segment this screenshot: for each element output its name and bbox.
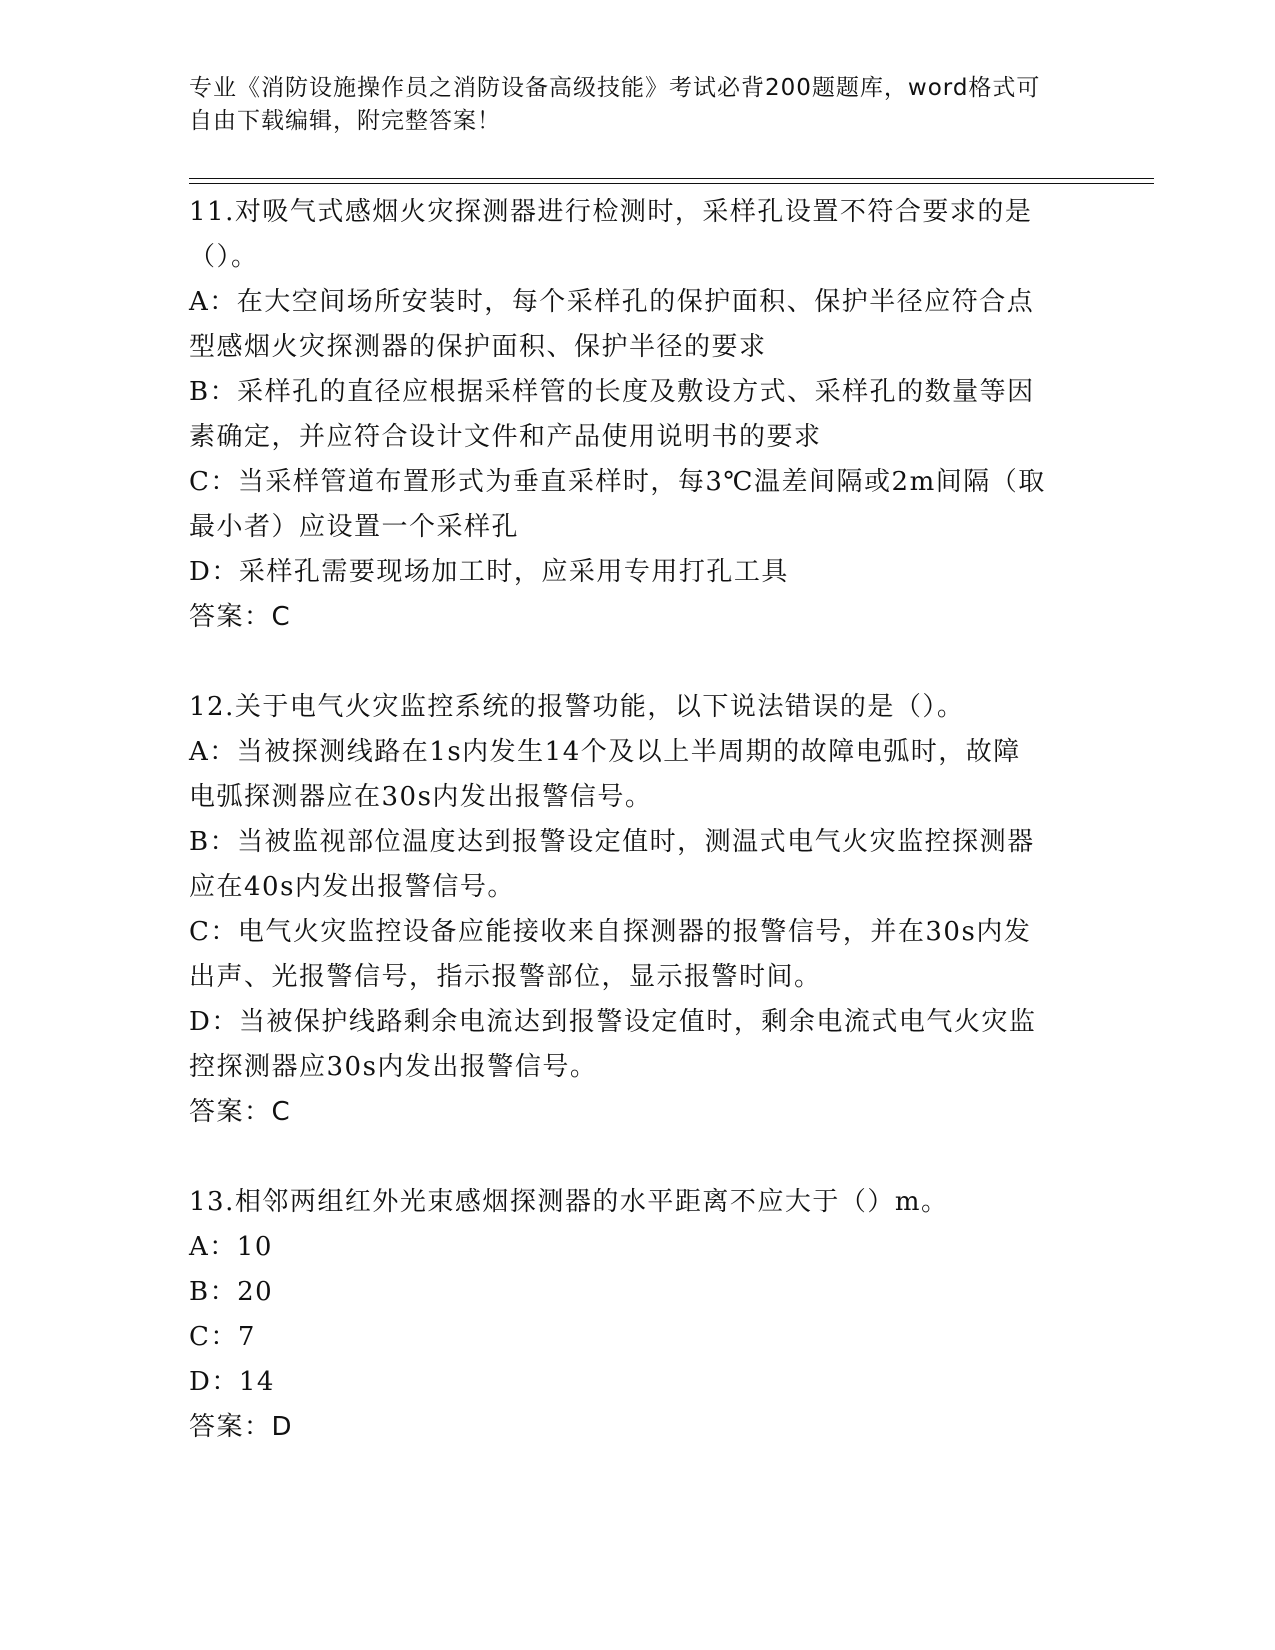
question-13 bbox=[189, 1180, 1089, 1450]
option-b-line: 应在40s内发出报警信号。 bbox=[189, 872, 515, 902]
option-d-line: D：当被保护线路剩余电流达到报警设定值时，剩余电流式电气火灾监 bbox=[189, 1007, 1037, 1037]
option-a-line: A：10 bbox=[189, 1232, 273, 1262]
option-d-line: 控探测器应30s内发出报警信号。 bbox=[189, 1052, 598, 1082]
question-stem-line: （）。 bbox=[189, 242, 259, 272]
question-list bbox=[189, 190, 1089, 1450]
document-header bbox=[189, 72, 1069, 138]
header-line-2: 自由下载编辑，附完整答案！ bbox=[189, 108, 501, 134]
option-c-line: 最小者）应设置一个采样孔 bbox=[189, 512, 520, 542]
option-b-line: 素确定，并应符合设计文件和产品使用说明书的要求 bbox=[189, 422, 822, 452]
option-a-line: 电弧探测器应在30s内发出报警信号。 bbox=[189, 782, 653, 812]
header-divider-top bbox=[189, 178, 1154, 179]
header-divider-bottom bbox=[189, 183, 1154, 184]
option-b-line: B：采样孔的直径应根据采样管的长度及敷设方式、采样孔的数量等因 bbox=[189, 377, 1035, 407]
option-d-line: D：采样孔需要现场加工时，应采用专用打孔工具 bbox=[189, 557, 789, 587]
answer-line: 答案：C bbox=[189, 602, 292, 632]
option-c-line: C：当采样管道布置形式为垂直采样时，每3℃温差间隔或2m间隔（取 bbox=[189, 467, 1046, 497]
question-stem-line: 11.对吸气式感烟火灾探测器进行检测时，采样孔设置不符合要求的是 bbox=[189, 197, 1033, 227]
question-stem-line: 13.相邻两组红外光束感烟探测器的水平距离不应大于（）m。 bbox=[189, 1187, 949, 1217]
option-a-line: A：在大空间场所安装时，每个采样孔的保护面积、保护半径应符合点 bbox=[189, 287, 1035, 317]
question-11 bbox=[189, 190, 1089, 640]
answer-line: 答案：D bbox=[189, 1412, 294, 1442]
question-stem-line: 12.关于电气火灾监控系统的报警功能，以下说法错误的是（）。 bbox=[189, 692, 965, 722]
option-d-line: D：14 bbox=[189, 1367, 275, 1397]
option-a-line: 型感烟火灾探测器的保护面积、保护半径的要求 bbox=[189, 332, 767, 362]
option-c-line: 出声、光报警信号，指示报警部位，显示报警时间。 bbox=[189, 962, 822, 992]
option-c-line: C：电气火灾监控设备应能接收来自探测器的报警信号，并在30s内发 bbox=[189, 917, 1032, 947]
answer-line: 答案：C bbox=[189, 1097, 292, 1127]
question-12 bbox=[189, 685, 1089, 1135]
option-a-line: A：当被探测线路在1s内发生14个及以上半周期的故障电弧时，故障 bbox=[189, 737, 1021, 767]
option-c-line: C：7 bbox=[189, 1322, 256, 1352]
header-line-1: 专业《消防设施操作员之消防设备高级技能》考试必背200题题库，word格式可 bbox=[189, 75, 1041, 101]
option-b-line: B：当被监视部位温度达到报警设定值时，测温式电气火灾监控探测器 bbox=[189, 827, 1035, 857]
option-b-line: B：20 bbox=[189, 1277, 274, 1307]
